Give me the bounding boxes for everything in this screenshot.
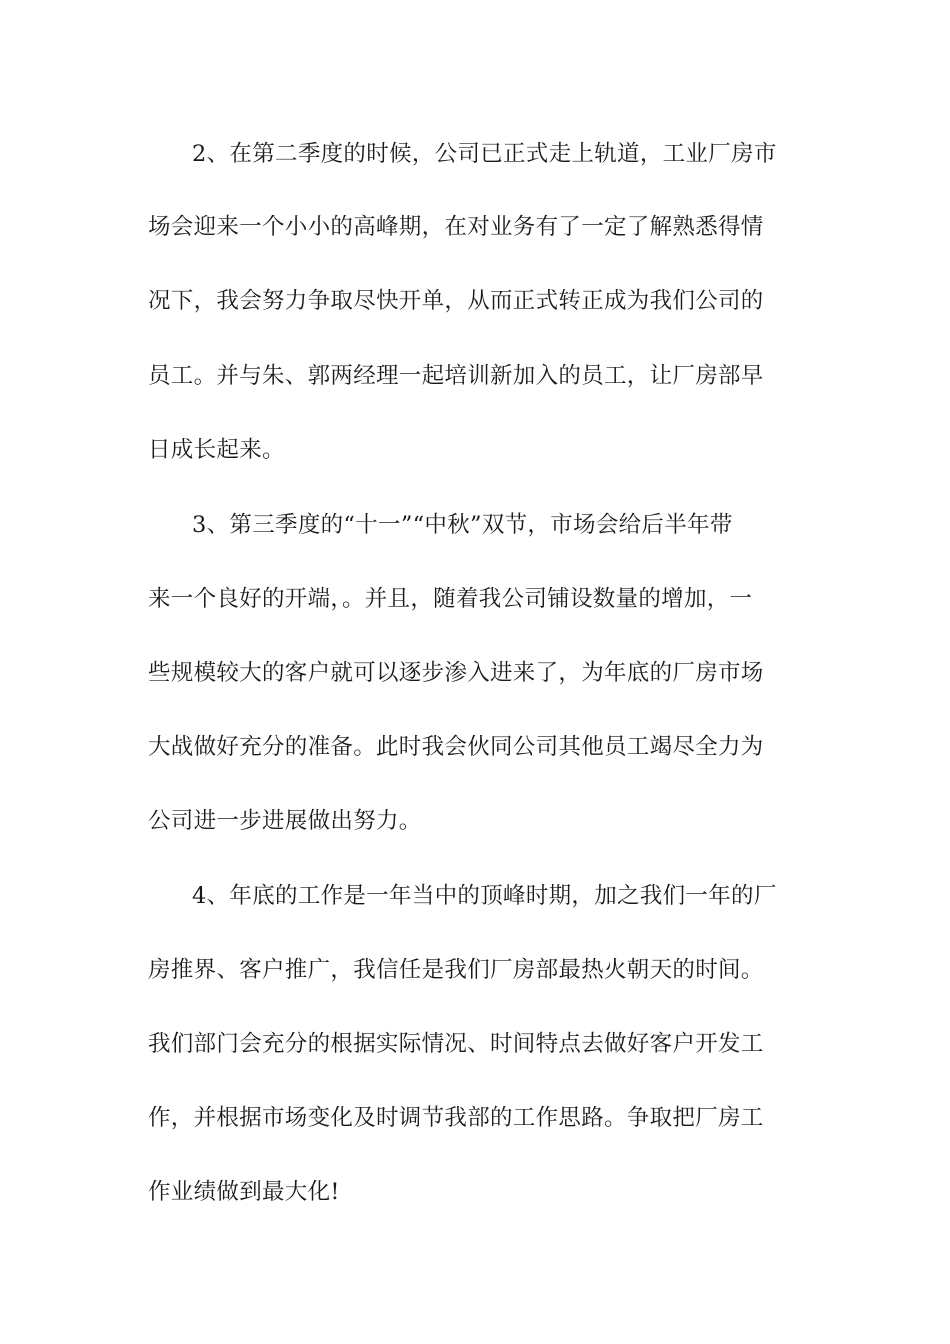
paragraph-3-line-1: 3、第三季度的“十一”“中秋”双节，市场会给后半年带 <box>192 512 733 538</box>
paragraph-2-line-4: 员工。并与朱、郭两经理一起培训新加入的员工，让厂房部早 <box>148 363 764 389</box>
paragraph-2-line-5: 日成长起来。 <box>148 437 285 463</box>
paragraph-3-line-5: 公司进一步进展做出努力。 <box>148 808 422 834</box>
paragraph-4-line-1: 4、年底的工作是一年当中的顶峰时期，加之我们一年的厂 <box>192 883 777 909</box>
paragraph-3-line-3: 些规模较大的客户就可以逐步渗入进来了，为年底的厂房市场 <box>148 660 764 686</box>
paragraph-3-line-2: 来一个良好的开端，。并且，随着我公司铺设数量的增加，一 <box>148 586 753 612</box>
paragraph-4-line-5: 作业绩做到最大化! <box>148 1179 340 1205</box>
paragraph-4-line-2: 房推界、客户推广，我信任是我们厂房部最热火朝天的时间。 <box>148 957 764 983</box>
paragraph-2-line-3: 况下，我会努力争取尽快开单，从而正式转正成为我们公司的 <box>148 288 764 314</box>
paragraph-4-line-4: 作，并根据市场变化及时调节我部的工作思路。争取把厂房工 <box>148 1105 764 1131</box>
paragraph-2-line-2: 场会迎来一个小小的高峰期，在对业务有了一定了解熟悉得情 <box>148 214 764 240</box>
paragraph-3-line-4: 大战做好充分的准备。此时我会伙同公司其他员工竭尽全力为 <box>148 734 764 760</box>
paragraph-4-line-3: 我们部门会充分的根据实际情况、时间特点去做好客户开发工 <box>148 1031 764 1057</box>
paragraph-2-line-1: 2、在第二季度的时候，公司已正式走上轨道，工业厂房市 <box>192 141 777 167</box>
